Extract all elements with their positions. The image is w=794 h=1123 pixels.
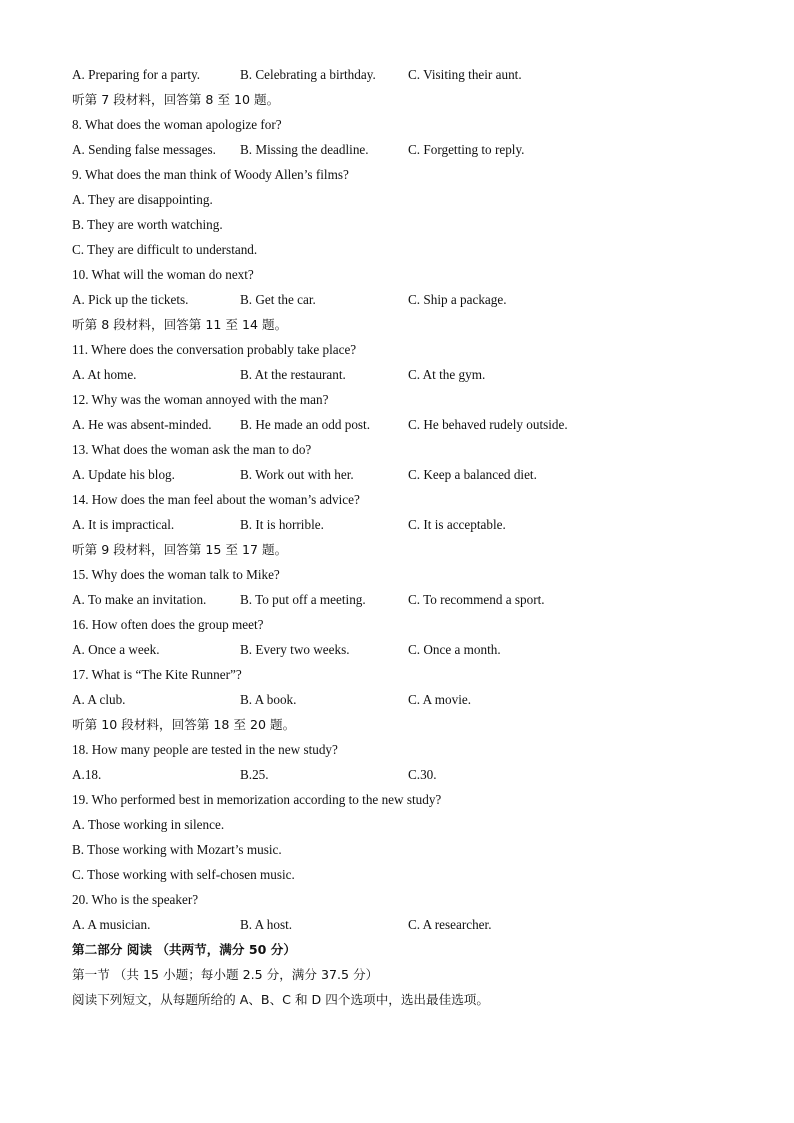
option-b: B. He made an odd post.: [240, 417, 371, 432]
option-a: A. At home.: [72, 367, 137, 382]
option-a: A. Update his blog.: [72, 467, 175, 482]
section-text: 听第 10 段材料，回答第 18 至 20 题。: [72, 717, 296, 732]
option-b: B. A host.: [240, 917, 293, 932]
option-a: A. Sending false messages.: [72, 142, 216, 157]
answer-options-row: [72, 287, 732, 312]
option-b: B. Every two weeks.: [240, 642, 350, 657]
question-line: [72, 487, 732, 512]
option-c: C.30.: [408, 767, 437, 782]
section-instruction: [72, 962, 732, 987]
option-a: A. To make an invitation.: [72, 592, 207, 607]
option-b: B. Get the car.: [240, 292, 316, 307]
option-b: B. At the restaurant.: [240, 367, 346, 382]
answer-options-row: [72, 137, 732, 162]
section-text: 阅读下列短文，从每题所给的 A、B、C 和 D 四个选项中，选出最佳选项。: [72, 992, 489, 1007]
option-a: A. A club.: [72, 692, 126, 707]
question-line: [72, 237, 732, 262]
option-a: A. A musician.: [72, 917, 151, 932]
answer-options-row: [72, 412, 732, 437]
answer-options-row: [72, 512, 732, 537]
option-c: C. Forgetting to reply.: [408, 142, 525, 157]
option-b: B. Celebrating a birthday.: [240, 67, 376, 82]
option-c: C. Visiting their aunt.: [408, 67, 522, 82]
option-a: A. Pick up the tickets.: [72, 292, 189, 307]
question-text: 17. What is “The Kite Runner”?: [72, 667, 242, 682]
question-line: [72, 812, 732, 837]
question-line: [72, 437, 732, 462]
question-text: A. They are disappointing.: [72, 192, 213, 207]
answer-options-row: [72, 912, 732, 937]
heading-text: 第二部分 阅读 （共两节，满分 50 分）: [72, 942, 296, 957]
question-text: 10. What will the woman do next?: [72, 267, 254, 282]
option-a: A. He was absent-minded.: [72, 417, 212, 432]
question-text: 20. Who is the speaker?: [72, 892, 199, 907]
question-line: [72, 562, 732, 587]
question-text: 11. Where does the conversation probably take place?: [72, 342, 357, 357]
question-line: [72, 212, 732, 237]
part-heading: [72, 937, 732, 962]
option-c: C. To recommend a sport.: [408, 592, 545, 607]
answer-options-row: [72, 687, 732, 712]
option-c: C. Ship a package.: [408, 292, 507, 307]
question-text: B. Those working with Mozart’s music.: [72, 842, 282, 857]
question-line: [72, 862, 732, 887]
section-text: 听第 9 段材料，回答第 15 至 17 题。: [72, 542, 288, 557]
option-a: A. Preparing for a party.: [72, 67, 201, 82]
option-a: A. It is impractical.: [72, 517, 175, 532]
question-text: 15. Why does the woman talk to Mike?: [72, 567, 280, 582]
section-instruction: [72, 312, 732, 337]
question-line: [72, 162, 732, 187]
question-text: 19. Who performed best in memorization according to the new study?: [72, 792, 442, 807]
answer-options-row: [72, 762, 732, 787]
question-line: [72, 612, 732, 637]
answer-options-row: [72, 362, 732, 387]
section-instruction: [72, 987, 732, 1012]
section-text: 第一节 （共 15 小题；每小题 2.5 分，满分 37.5 分）: [72, 967, 379, 982]
question-line: [72, 737, 732, 762]
option-c: C. A researcher.: [408, 917, 492, 932]
section-text: 听第 7 段材料，回答第 8 至 10 题。: [72, 92, 280, 107]
option-b: B. To put off a meeting.: [240, 592, 366, 607]
section-instruction: [72, 537, 732, 562]
section-text: 听第 8 段材料，回答第 11 至 14 题。: [72, 317, 288, 332]
option-c: C. He behaved rudely outside.: [408, 417, 568, 432]
question-line: [72, 662, 732, 687]
option-c: C. Keep a balanced diet.: [408, 467, 537, 482]
question-line: [72, 337, 732, 362]
question-text: 8. What does the woman apologize for?: [72, 117, 282, 132]
answer-options-row: [72, 587, 732, 612]
question-line: [72, 387, 732, 412]
question-text: C. Those working with self-chosen music.: [72, 867, 295, 882]
question-line: [72, 262, 732, 287]
question-text: 18. How many people are tested in the new study?: [72, 742, 338, 757]
answer-options-row: [72, 637, 732, 662]
option-b: B.25.: [240, 767, 269, 782]
option-b: B. Work out with her.: [240, 467, 354, 482]
question-line: [72, 187, 732, 212]
option-b: B. Missing the deadline.: [240, 142, 369, 157]
option-b: B. It is horrible.: [240, 517, 324, 532]
question-text: 13. What does the woman ask the man to do?: [72, 442, 312, 457]
answer-options-row: [72, 62, 732, 87]
option-c: C. At the gym.: [408, 367, 486, 382]
option-b: B. A book.: [240, 692, 297, 707]
question-text: 14. How does the man feel about the woman’s advice?: [72, 492, 360, 507]
answer-options-row: [72, 462, 732, 487]
question-line: [72, 837, 732, 862]
question-text: B. They are worth watching.: [72, 217, 223, 232]
question-text: C. They are difficult to understand.: [72, 242, 258, 257]
option-c: C. It is acceptable.: [408, 517, 506, 532]
question-text: 12. Why was the woman annoyed with the man?: [72, 392, 329, 407]
option-c: C. Once a month.: [408, 642, 501, 657]
question-text: 16. How often does the group meet?: [72, 617, 264, 632]
question-line: [72, 887, 732, 912]
option-a: A.18.: [72, 767, 102, 782]
option-a: A. Once a week.: [72, 642, 160, 657]
section-instruction: [72, 87, 732, 112]
exam-page: [72, 62, 732, 1012]
question-text: A. Those working in silence.: [72, 817, 225, 832]
option-c: C. A movie.: [408, 692, 472, 707]
section-instruction: [72, 712, 732, 737]
question-line: [72, 787, 732, 812]
question-text: 9. What does the man think of Woody Allen’s films?: [72, 167, 349, 182]
question-line: [72, 112, 732, 137]
